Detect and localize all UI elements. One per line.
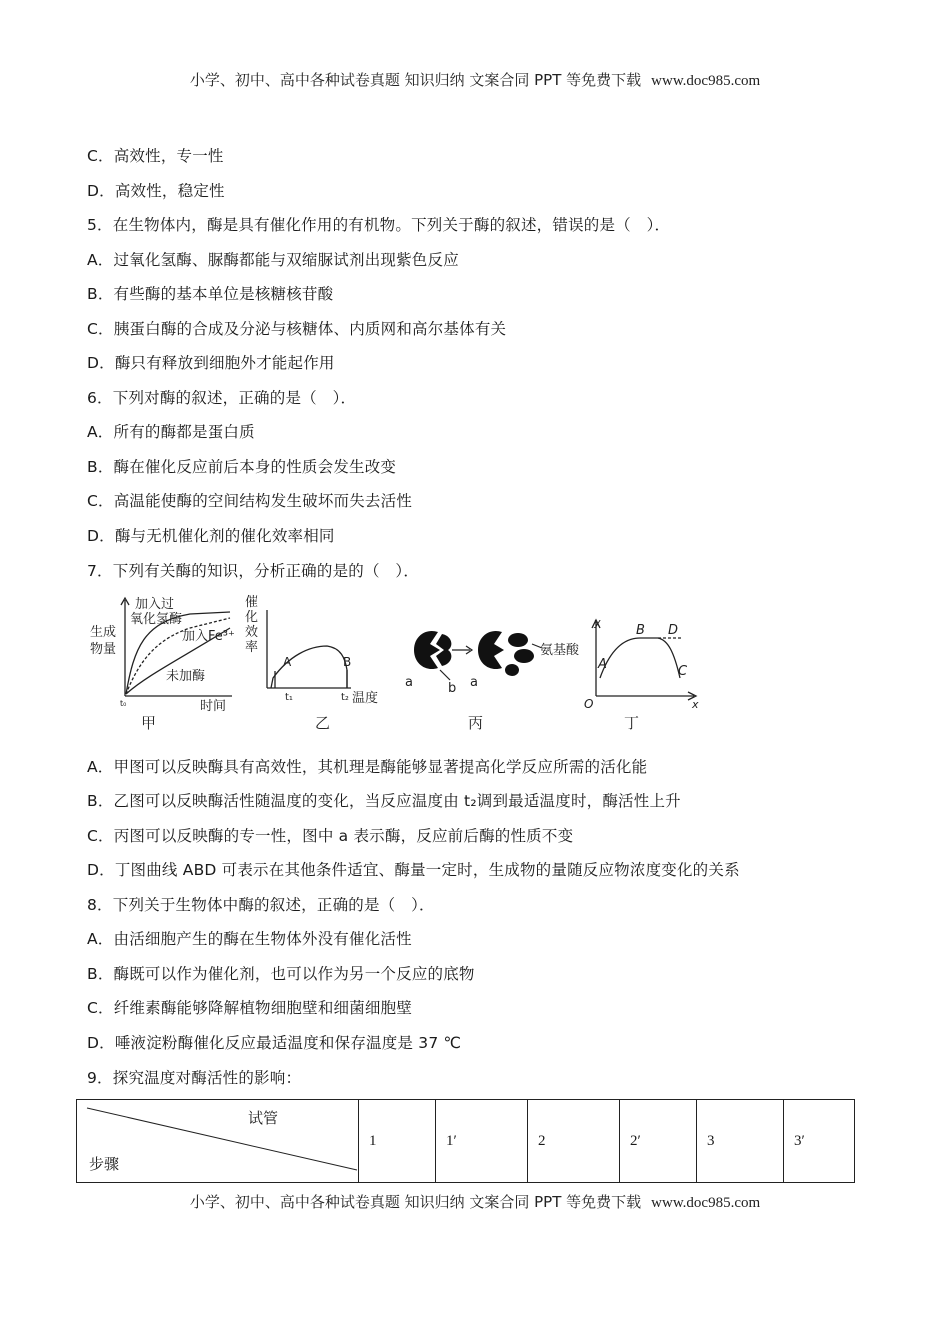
text-line-q8b <box>87 964 475 984</box>
figure-yi-caption: 乙 <box>315 714 331 732</box>
page-footer <box>0 1191 950 1212</box>
text-line-q4d <box>87 181 225 201</box>
ding-curve-ab <box>600 638 658 678</box>
figure-ding-caption: 丁 <box>624 714 640 732</box>
table-row <box>77 1100 855 1183</box>
text-line-content: 7．下列有关酶的知识，分析正确的是的（ ）． <box>87 562 420 580</box>
bing-label-a2: a <box>470 675 478 690</box>
text-line-q6a <box>87 422 255 442</box>
text-line-content: D．高效性，稳定性 <box>87 182 225 200</box>
text-line-content: A．过氧化氢酶、脲酶都能与双缩脲试剂出现紫色反应 <box>87 251 459 269</box>
footer-url[interactable]: www.doc985.com <box>651 1195 761 1211</box>
text-line-content: B．有些酶的基本单位是核糖核苷酸 <box>87 285 334 303</box>
jia-label-h2o2-1: 加入过 <box>135 597 175 612</box>
text-line-q8a <box>87 929 412 949</box>
ding-y: y <box>594 616 601 629</box>
yi-ylabel-3: 效 <box>245 625 259 640</box>
text-line-content: A．所有的酶都是蛋白质 <box>87 423 255 441</box>
table-header-cell: 3 <box>697 1100 784 1183</box>
text-line-content: 5．在生物体内，酶是具有催化作用的有机物。下列关于酶的叙述，错误的是（ ）． <box>87 216 671 234</box>
table-header-cell: 2 <box>528 1100 620 1183</box>
text-line-content: D．丁图曲线 ABD 可表示在其他条件适宜、酶量一定时，生成物的量随反应物浓度变化的关系 <box>87 861 740 879</box>
text-line-content: D．酶与无机催化剂的催化效率相同 <box>87 527 335 545</box>
text-line-q6c <box>87 491 412 511</box>
text-line-content: A．由活细胞产生的酶在生物体外没有催化活性 <box>87 930 412 948</box>
ding-point-a: A <box>598 657 607 672</box>
text-line-content: C．纤维素酶能够降解植物细胞壁和细菌细胞壁 <box>87 999 413 1017</box>
text-line-q7a <box>87 757 647 777</box>
yi-ylabel-2: 化 <box>245 610 259 625</box>
jia-ylabel-2: 物量 <box>90 642 117 657</box>
text-line-q7d <box>87 860 740 880</box>
text-line-q5b <box>87 284 333 304</box>
table-header-cell: 3′ <box>784 1100 855 1183</box>
text-line-content: 6．下列对酶的叙述，正确的是（ ）． <box>87 389 357 407</box>
text-line-content: B．酶在催化反应前后本身的性质会发生改变 <box>87 458 397 476</box>
figure-jia-caption: 甲 <box>141 714 157 732</box>
figure-bing-caption: 丙 <box>468 714 484 732</box>
text-line-content: B．乙图可以反映酶活性随温度的变化，当反应温度由 t₂调到最适温度时，酶活性上升 <box>87 792 681 810</box>
text-line-q7b <box>87 791 681 811</box>
bing-label-amino: 氨基酸 <box>540 643 580 658</box>
ding-origin: O <box>584 697 594 711</box>
text-line-content: A．甲图可以反映酶具有高效性，其机理是酶能够显著提高化学反应所需的活化能 <box>87 758 648 776</box>
jia-t0: t₀ <box>120 699 127 708</box>
table-corner-bottom: 步骤 <box>89 1155 120 1173</box>
jia-label-none: 未加酶 <box>166 669 206 684</box>
page-header <box>0 69 950 90</box>
ding-point-c: C <box>678 664 688 679</box>
text-line-content: B．酶既可以作为催化剂，也可以作为另一个反应的底物 <box>87 965 475 983</box>
text-line-content: 9．探究温度对酶活性的影响： <box>87 1069 302 1087</box>
text-line-q7c <box>87 826 573 846</box>
ding-curve-bc <box>658 638 680 678</box>
bing-b-pointer <box>440 670 450 680</box>
text-line-q6b <box>87 457 396 477</box>
header-text: 小学、初中、高中各种试卷真题 知识归纳 文案合同 PPT 等免费下载 <box>189 71 642 89</box>
footer-text: 小学、初中、高中各种试卷真题 知识归纳 文案合同 PPT 等免费下载 <box>189 1193 642 1211</box>
text-line-q4c <box>87 146 224 166</box>
yi-ylabel-4: 率 <box>245 640 259 655</box>
bing-enzyme-a2 <box>478 631 504 669</box>
text-line-q5c <box>87 319 506 339</box>
ding-point-d: D <box>668 623 679 638</box>
text-line-q5 <box>87 215 670 235</box>
yi-t1: t₁ <box>285 692 293 703</box>
yi-t2: t₂ <box>341 692 349 703</box>
text-line-content: D．酶只有释放到细胞外才能起作用 <box>87 354 335 372</box>
text-line-q8d <box>87 1033 461 1053</box>
yi-ylabel-1: 催 <box>245 595 259 610</box>
text-line-content: C．胰蛋白酶的合成及分泌与核糖体、内质网和高尔基体有关 <box>87 320 507 338</box>
text-line-content: D．唾液淀粉酶催化反应最适温度和保存温度是 37 ℃ <box>87 1034 462 1052</box>
text-line-q8 <box>87 895 435 915</box>
jia-label-h2o2-2: 氧化氢酶 <box>130 612 183 627</box>
text-line-content: C．高效性，专一性 <box>87 147 224 165</box>
ding-x: x <box>692 698 699 711</box>
yi-point-b: B <box>343 655 352 669</box>
figure-jia <box>90 588 240 713</box>
text-line-q9 <box>87 1068 301 1088</box>
experiment-table <box>76 1099 855 1183</box>
table-header-cell: 1′ <box>436 1100 528 1183</box>
figure-ding <box>578 588 708 713</box>
jia-ylabel-1: 生成 <box>90 625 117 640</box>
text-line-content: 8．下列关于生物体中酶的叙述，正确的是（ ）． <box>87 896 435 914</box>
text-line-q8c <box>87 998 412 1018</box>
bing-label-b: b <box>448 681 457 696</box>
figure-bing <box>400 588 590 713</box>
yi-xlabel: 温度 <box>352 691 379 706</box>
text-line-content: C．丙图可以反映酶的专一性，图中 a 表示酶，反应前后酶的性质不变 <box>87 827 574 845</box>
bing-amino-1 <box>508 633 528 647</box>
bing-amino-2 <box>514 649 534 663</box>
header-url[interactable]: www.doc985.com <box>651 73 761 89</box>
table-corner-diagonal <box>77 1100 358 1184</box>
text-line-q5a <box>87 250 459 270</box>
text-line-q7 <box>87 561 419 581</box>
bing-amino-3 <box>505 664 519 676</box>
figure-yi <box>245 588 385 713</box>
text-line-q5d <box>87 353 335 373</box>
bing-enzyme-a1 <box>414 631 440 669</box>
text-line-content: C．高温能使酶的空间结构发生破坏而失去活性 <box>87 492 413 510</box>
bing-label-a1: a <box>405 675 413 690</box>
text-line-q6d <box>87 526 335 546</box>
table-header-cell: 2′ <box>620 1100 697 1183</box>
yi-point-a: A <box>283 655 292 669</box>
table-header-cell: 1 <box>359 1100 436 1183</box>
jia-label-fe: 加入Fe³⁺ <box>182 629 235 644</box>
text-line-q6 <box>87 388 356 408</box>
table-corner-top: 试管 <box>247 1109 278 1127</box>
ding-point-b: B <box>636 623 645 638</box>
jia-xlabel: 时间 <box>200 699 227 714</box>
table-corner-cell <box>77 1100 359 1183</box>
